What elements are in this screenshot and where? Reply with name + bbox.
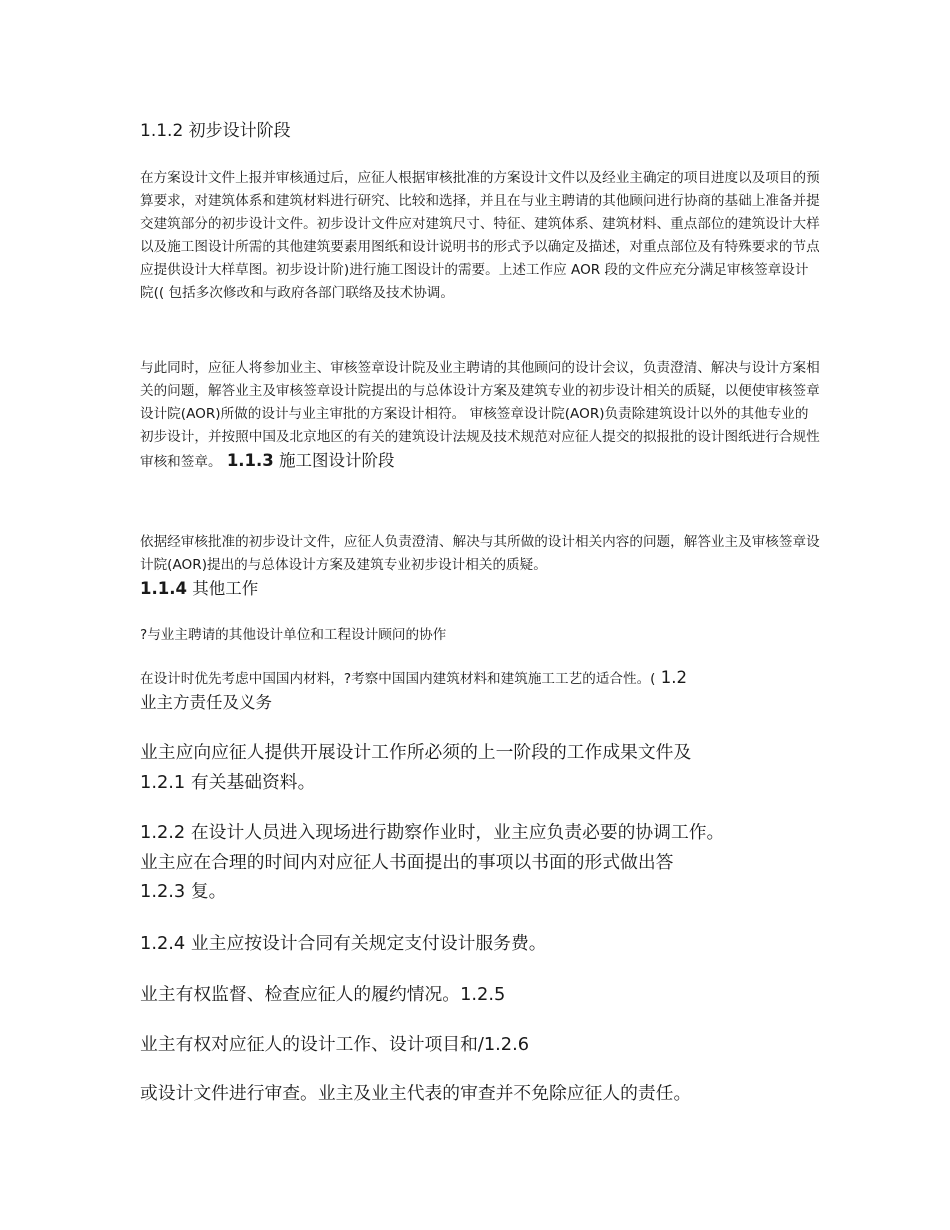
section-title-1-1-3: 施工图设计阶段 (273, 451, 395, 470)
item-1-2-7: 或设计文件进行审查。业主及业主代表的审查并不免除应征人的责任。 (140, 1083, 692, 1104)
section-heading-1-1-2: 1.1.2 初步设计阶段 (140, 121, 291, 141)
section-heading-1-1-4 (140, 579, 258, 598)
section-title-1-2: 业主方责任及义务 (140, 693, 272, 712)
item-1-2-3-line2: 1.2.3 复。 (140, 881, 227, 902)
item-1-2-1-line1: 业主应向应征人提供开展设计工作所必须的上一阶段的工作成果文件及 (140, 742, 692, 763)
paragraph-domestic-materials-text: 在设计时优先考虑中国国内材料，?考察中国国内建筑材料和建筑施工工艺的适合性。( (140, 671, 656, 687)
section-number-1-2: 1.2 (655, 668, 687, 687)
item-1-2-4: 1.2.4 业主应按设计合同有关规定支付设计服务费。 (140, 933, 547, 954)
item-1-2-5: 业主有权监督、检查应征人的履约情况。1.2.5 (140, 984, 506, 1005)
item-1-2-6: 业主有权对应征人的设计工作、设计项目和/1.2.6 (140, 1034, 530, 1055)
paragraph-coordination: ?与业主聘请的其他设计单位和工程设计顾问的协作 (140, 627, 447, 643)
section-heading-1-1-3 (222, 451, 395, 470)
paragraph-construction-drawings (140, 531, 820, 602)
item-1-2-1 (140, 738, 691, 797)
item-1-2-2-and-1-2-3 (140, 818, 724, 907)
paragraph-design-meetings-text: 与此同时，应征人将参加业主、审核签章设计院及业主聘请的其他顾问的设计会议，负责澄清、解决与设计方案相关的问题，解答业主及审核签章设计院提出的与总体设计方案及建筑专业的初步设计相关的质疑，以便使审核签章设计院(AOR)所做的设计与业主审批的方案设计相符。 审核签章设计院(AOR)负责除建筑设计以外的其他专业的初步设计，并按照中国及北京地区的有关的建筑设计法规及技术规范对应征人提交的拟报批的设计图纸进行合规性审核和签章。 (140, 360, 820, 470)
paragraph-design-meetings (140, 357, 820, 474)
section-title-1-1-4: 其他工作 (186, 579, 259, 598)
item-1-2-2-line1: 1.2.2 在设计人员进入现场进行勘察作业时，业主应负责必要的协调工作。 (140, 822, 725, 843)
paragraph-construction-drawings-text: 依据经审核批准的初步设计文件，应征人负责澄清、解决与其所做的设计相关内容的问题，解答业主及审核签章设计院(AOR)提出的与总体设计方案及建筑专业初步设计相关的质疑。 (140, 534, 820, 573)
paragraph-preliminary-design: 在方案设计文件上报并审核通过后，应征人根据审核批准的方案设计文件以及经业主确定的项目进度以及项目的预算要求，对建筑体系和建筑材料进行研究、比较和选择，并且在与业主聘请的其他顾问进行协商的基础上准备并提交建筑部分的初步设计文件。初步设计文件应对建筑尺寸、特征、建筑体系、建筑材料、重点部位的建筑设计大样以及施工图设计所需的其他建筑要素用图纸和设计说明书的形式予以确定及描述，对重点部位及有特殊要求的节点应提供设计大样草图。初步设计阶)进行施工图设计的需要。上述工作应 AOR 段的文件应充分满足审核签章设计院(( 包括多次修改和与政府各部门联络及技术协调。 (140, 170, 820, 301)
item-1-2-3-line1: 业主应在合理的时间内对应征人书面提出的事项以书面的形式做出答 (140, 851, 674, 873)
section-number-1-1-4: 1.1.4 (140, 579, 187, 598)
item-1-2-1-line2: 1.2.1 有关基础资料。 (140, 771, 316, 793)
section-number-1-1-3: 1.1.3 (226, 451, 274, 470)
paragraph-domestic-materials (140, 666, 820, 716)
